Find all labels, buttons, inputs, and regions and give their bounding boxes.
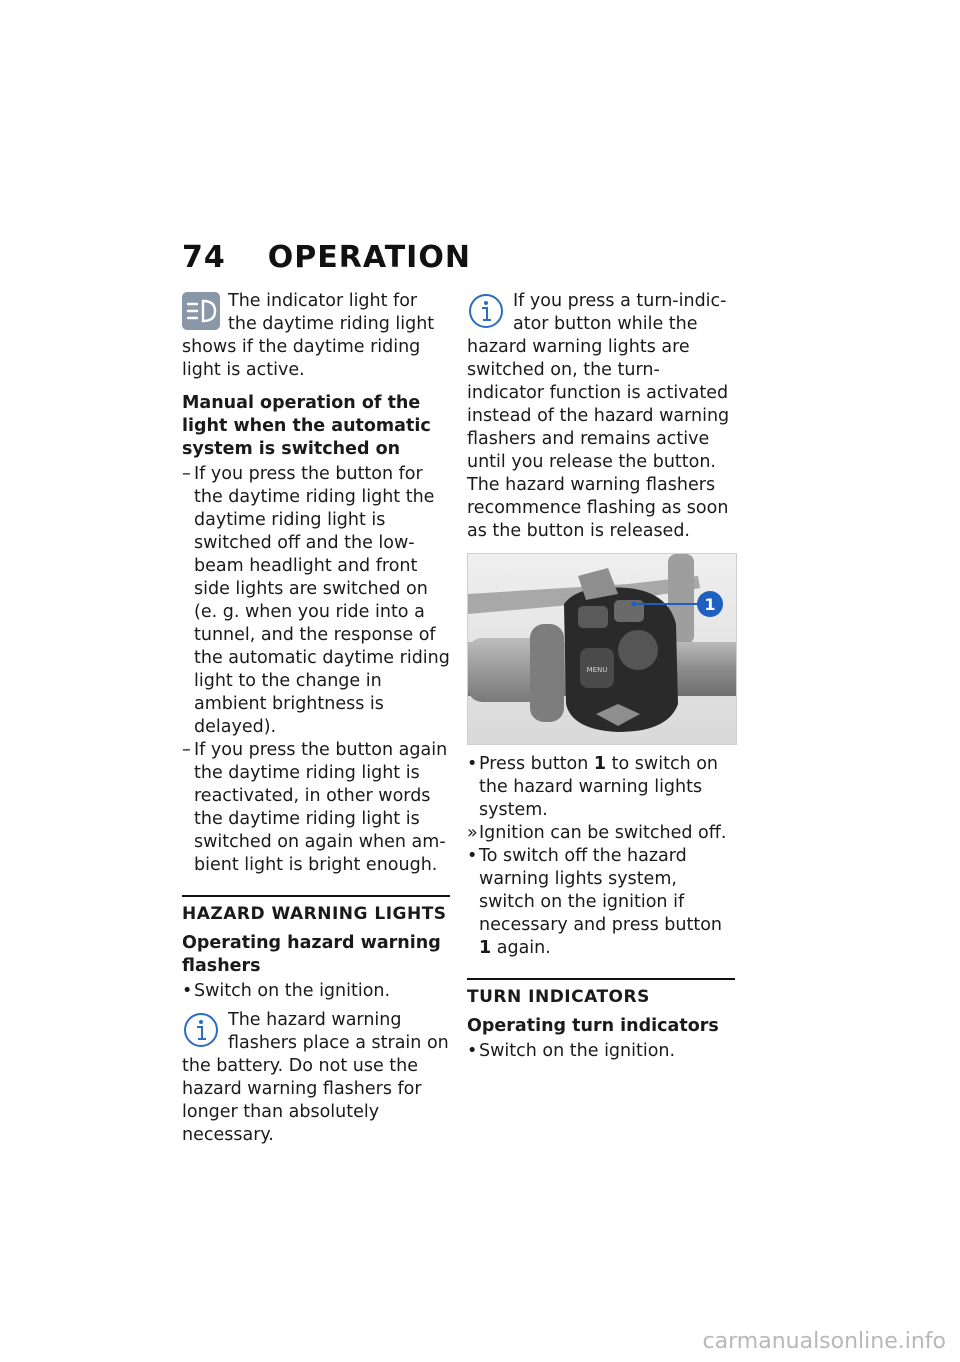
right-column xyxy=(467,290,735,1069)
bullet-list xyxy=(467,1040,735,1063)
handlebar-switch-illustration xyxy=(468,554,736,744)
subheading-turn-indicators: Operating turn indicators xyxy=(467,1016,719,1036)
steps-list xyxy=(467,753,735,960)
list-item: – If you press the button again the daytime riding light is reactivated, in other words the daytime riding light is switched on again when ambient light is bright enough. xyxy=(182,740,448,875)
handlebar-switch-figure xyxy=(467,553,737,745)
section-title-turn-indicators: TURN INDICATORS xyxy=(467,978,735,1009)
callout-number: 1 xyxy=(704,595,716,614)
page-header xyxy=(182,240,471,275)
turn-indicator-note xyxy=(467,290,735,543)
page-number: 74 xyxy=(182,240,226,275)
bullet-list xyxy=(182,980,450,1003)
section-title-hazard: HAZARD WARNING LIGHTS xyxy=(182,895,450,926)
watermark: carmanualsonline.info xyxy=(702,1329,946,1354)
note-text: The hazard warning flashers place a strain on the battery. Do not use the hazard warning flashers for longer than absolutely necessary. xyxy=(182,1010,449,1145)
info-icon xyxy=(467,292,505,330)
list-item: – If you press the button for the daytime riding light the daytime riding light is switched off and the low-beam headlight and front side lights are switched on (e. g. when you ride into a tunnel, and the response of the automatic daytime riding light to the change in ambient brightness is delayed). xyxy=(182,464,450,737)
list-item: » Ignition can be switched off. xyxy=(467,823,727,843)
page-title: OPERATION xyxy=(267,240,471,275)
note-text: The indicator light for the daytime riding light shows if the daytime riding light is active. xyxy=(182,291,435,380)
list-item: • Switch on the ignition. xyxy=(467,1041,676,1061)
list-item: • Press button 1 to switch on the hazard warning lights system. xyxy=(467,754,719,820)
info-icon xyxy=(182,1011,220,1049)
left-column xyxy=(182,290,450,1157)
note-text: If you press a turn-indicator button while the hazard warning lights are switched on, the turn-indicator function is activated instead of the hazard warning flashers and remains active until you release the button. The hazard warning flashers recommence flashing as soon as the button is released. xyxy=(467,291,730,541)
menu-label: MENU xyxy=(586,666,608,674)
indicator-light-note xyxy=(182,290,450,382)
list-item: • Switch on the ignition. xyxy=(182,981,391,1001)
subheading-hazard: Operating hazard warning flashers xyxy=(182,933,441,976)
subheading-manual-operation: Manual operation of the light when the automatic system is switched on xyxy=(182,393,431,459)
battery-note xyxy=(182,1009,450,1147)
daytime-riding-light-icon xyxy=(182,292,220,330)
dash-list xyxy=(182,463,450,877)
list-item: • To switch off the hazard warning lights system, switch on the ignition if necessary and press button 1 again. xyxy=(467,846,723,958)
